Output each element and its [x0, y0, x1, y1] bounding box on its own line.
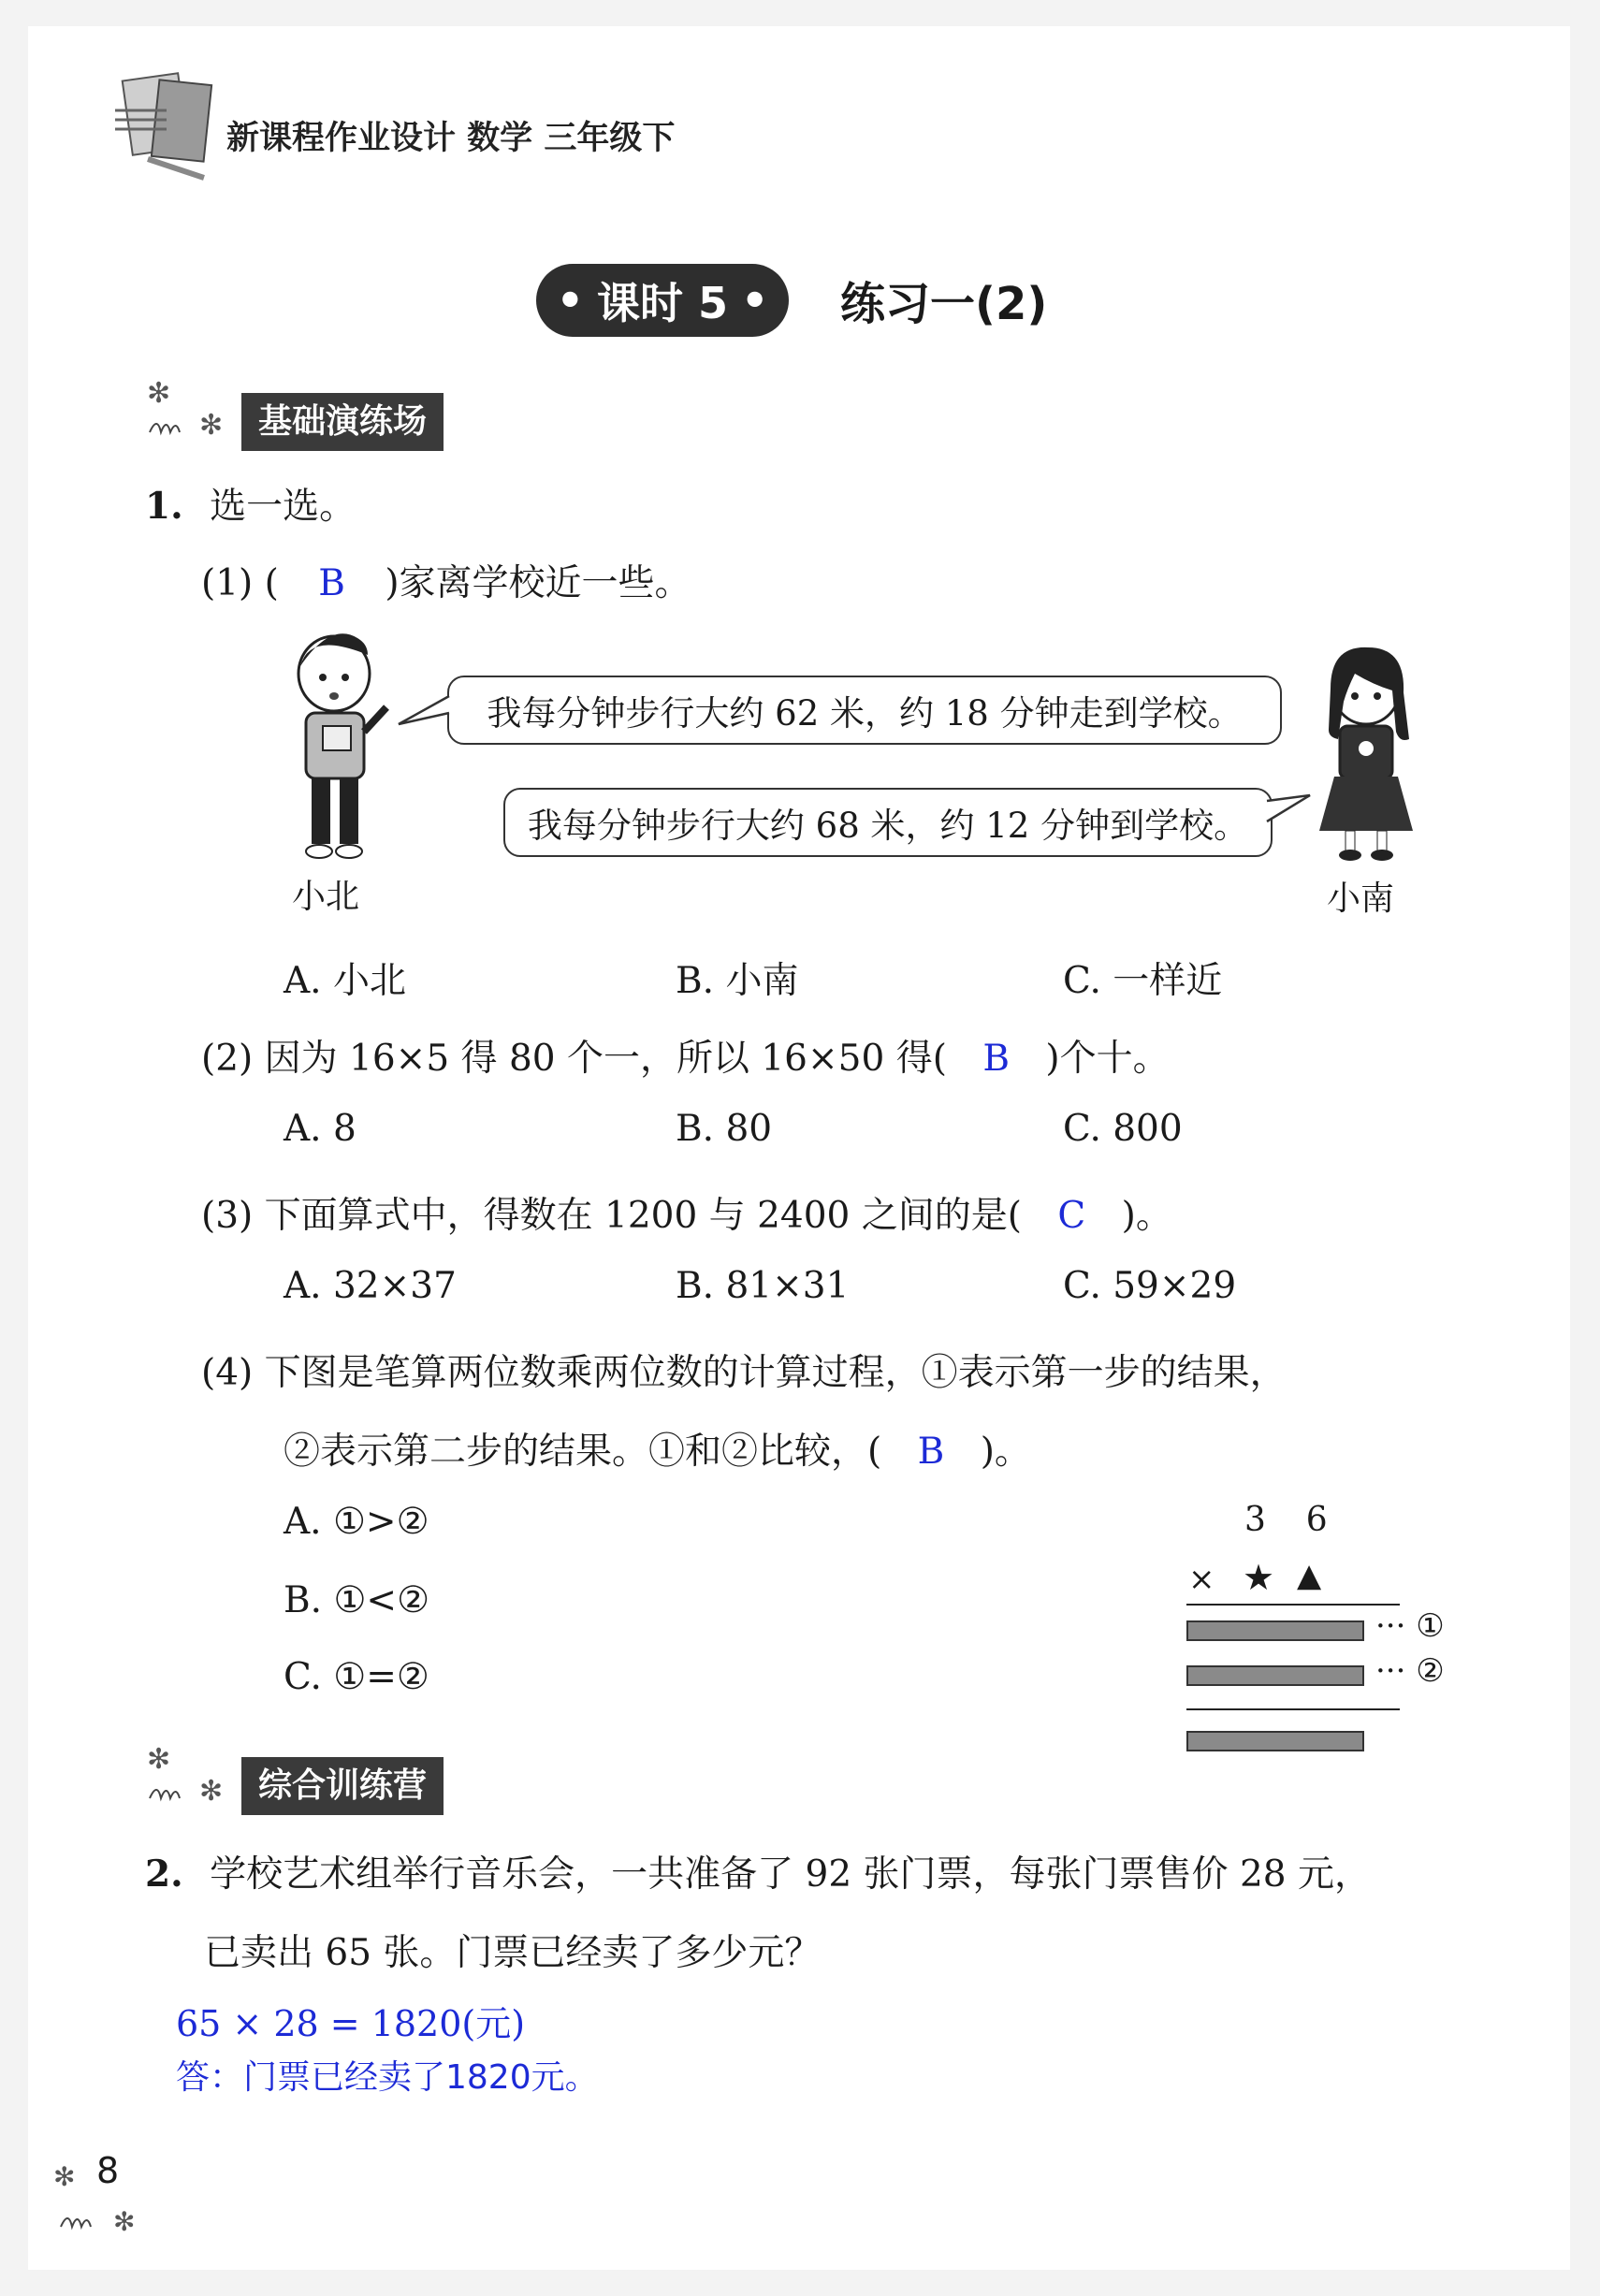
sub4-prefix: ②表示第二步的结果。①和②比较，(: [284, 1431, 882, 1473]
sub2-answer: B: [982, 1038, 1010, 1080]
speech-bubble-bottom: 我每分钟步行大约 68 米，约 12 分钟到学校。: [503, 788, 1273, 857]
sub4-answer: B: [917, 1431, 945, 1473]
option-b: B. 小南: [676, 960, 799, 1002]
option-a: A. 小北: [284, 960, 406, 1002]
triangle-icon: ▲: [1297, 1557, 1322, 1594]
figure-line-top: [1186, 1604, 1400, 1606]
q2-line1: 学校艺术组举行音乐会，一共准备了 92 张门票，每张门票售价 28 元，: [210, 1853, 1371, 1896]
book-title: 新课程作业设计 数学 三年级下: [226, 120, 676, 157]
sub4-suffix: )。: [980, 1431, 1031, 1473]
sub3-prefix: (3) 下面算式中，得数在 1200 与 2400 之间的是(: [201, 1195, 1022, 1237]
question-prompt: 选一选。: [210, 486, 356, 528]
bubble-tail-icon: [397, 692, 451, 732]
sub2-suffix: )个十。: [1045, 1038, 1170, 1080]
option-b: B. ①<②: [284, 1579, 430, 1621]
sub4-line2: [284, 1422, 1031, 1475]
lesson-label: 课时 5: [596, 278, 729, 328]
step1-bar: [1186, 1620, 1364, 1641]
option-a: A. 32×37: [284, 1265, 457, 1307]
sub4-line1: (4) 下图是笔算两位数乘两位数的计算过程，①表示第一步的结果，: [201, 1352, 1287, 1394]
svg-text:✻: ✻: [199, 409, 224, 440]
question-2: [145, 1845, 1371, 1897]
dot-icon: •: [741, 275, 769, 326]
step2-mark: ··· ②: [1375, 1652, 1445, 1690]
sub1-suffix: )家离学校近一些。: [385, 562, 691, 604]
lesson-badge: [536, 264, 789, 337]
book-logo-icon: [110, 69, 223, 191]
star-icon: ★: [1243, 1557, 1275, 1598]
times-sign: ×: [1188, 1561, 1215, 1598]
option-a: A. 8: [284, 1108, 356, 1150]
flower-deco-icon: [145, 374, 239, 440]
bubble-tail-icon: [1265, 793, 1314, 833]
sub2-prefix: (2) 因为 16×5 得 80 个一，所以 16×50 得(: [201, 1038, 947, 1080]
q2-answer-text: 答：门票已经卖了1820元。: [176, 2058, 599, 2097]
option-b: B. 81×31: [676, 1265, 850, 1307]
speech-bubble-top: 我每分钟步行大约 62 米，约 18 分钟走到学校。: [447, 676, 1282, 745]
lesson-title: 练习一(2): [840, 278, 1048, 330]
svg-text:✻: ✻: [53, 2161, 76, 2192]
option-c: C. 一样近: [1063, 960, 1223, 1002]
page-number: 8: [96, 2150, 120, 2191]
svg-text:✻: ✻: [113, 2206, 136, 2237]
name-right: 小南: [1327, 879, 1395, 918]
sub-question-2: [201, 1029, 1170, 1082]
step1-mark: ··· ①: [1375, 1607, 1445, 1645]
option-c: C. 800: [1063, 1108, 1183, 1150]
boy-xiaobei-illustration: [285, 629, 398, 872]
q2-line2: 已卖出 65 张。门票已经卖了多少元？: [204, 1932, 822, 1974]
girl-xiaonan-illustration: [1308, 644, 1430, 868]
question-number: 2.: [145, 1853, 183, 1896]
step2-bar: [1186, 1665, 1364, 1686]
flower-deco-icon: [145, 1740, 239, 1806]
section-basic-tag: 基础演练场: [241, 393, 444, 451]
sub-question-1: [201, 554, 691, 606]
question-number: 1.: [145, 485, 183, 528]
sub3-suffix: )。: [1121, 1195, 1172, 1237]
dot-icon: •: [556, 275, 584, 326]
option-c: C. ①=②: [284, 1656, 429, 1698]
question-1: [145, 477, 356, 530]
sub-question-3: [201, 1186, 1172, 1239]
name-left: 小北: [292, 878, 360, 916]
svg-text:✻: ✻: [147, 377, 171, 410]
sub1-answer: B: [318, 562, 345, 604]
svg-text:✻: ✻: [147, 1743, 171, 1776]
figure-line-bottom: [1186, 1708, 1400, 1710]
figure-top-digits: 3 6: [1244, 1501, 1328, 1539]
sub1-prefix: (1) (: [201, 562, 279, 604]
option-c: C. 59×29: [1063, 1265, 1237, 1307]
option-b: B. 80: [676, 1108, 773, 1150]
q2-answer-equation: 65 × 28 = 1820(元): [176, 2003, 526, 2044]
option-a: A. ①>②: [284, 1501, 429, 1543]
section-comprehensive-tag: 综合训练营: [241, 1757, 444, 1815]
svg-text:✻: ✻: [199, 1775, 224, 1806]
sub3-answer: C: [1057, 1195, 1086, 1237]
result-bar: [1186, 1731, 1364, 1751]
